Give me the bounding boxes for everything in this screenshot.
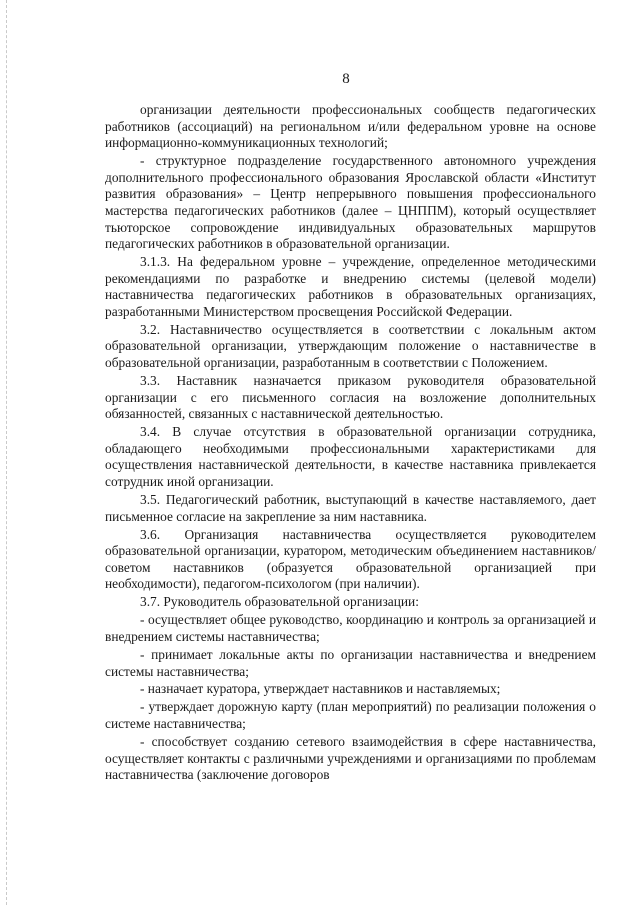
paragraph: организации деятельности профессиональных сообществ педагогических работников (ассоциаций) на региональном и/или федеральном уровне на основе информационно-коммуникационных технологий; xyxy=(105,102,596,151)
paragraph: - структурное подразделение государственного автономного учреждения дополнительного профессионального образования Ярославской области «Институт развития образования» – Центр непрерывного повышения профессионального мастерства педагогических работников (далее – ЦНППМ), который осуществляет тьюторское сопровождение индивидуальных образовательных маршрутов педагогических работников в образовательной организации. xyxy=(105,153,596,252)
page-number: 8 xyxy=(342,71,350,87)
list-item: - способствует созданию сетевого взаимодействия в сфере наставничества, осуществляет контакты с различными учреждениями и организациями по проблемам наставничества (заключение договоров xyxy=(105,734,596,783)
paragraph: 3.1.3. На федеральном уровне – учреждение, определенное методическими рекомендациями по разработке и внедрению системы (целевой модели) наставничества педагогических работников в образовательных организациях, разработанными Министерством просвещения Российской Федерации. xyxy=(105,254,596,319)
list-item: - осуществляет общее руководство, координацию и контроль за организацией и внедрением системы наставничества; xyxy=(105,612,596,644)
paragraph: 3.6. Организация наставничества осуществляется руководителем образовательной организации, куратором, методическим объединением наставников/ советом наставников (образуется образовательной организацией при необходимости), педагогом-психологом (при наличии). xyxy=(105,526,596,592)
paragraph: 3.2. Наставничество осуществляется в соответствии с локальным актом образовательной организации, утверждающим положение о наставничестве в образовательной организации, разработанным в соответствии с Положением. xyxy=(105,321,596,371)
paragraph: 3.7. Руководитель образовательной организации: xyxy=(140,594,419,610)
paragraph: 3.5. Педагогический работник, выступающий в качестве наставляемого, дает письменное согласие на закрепление за ним наставника. xyxy=(105,492,596,524)
paragraph: 3.3. Наставник назначается приказом руководителя образовательной организации с его письменного согласия на возложение дополнительных обязанностей, связанных с наставнической деятельностью. xyxy=(105,373,596,422)
paragraph: 3.4. В случае отсутствия в образовательной организации сотрудника, обладающего необходимыми профессиональными характеристиками для осуществления наставнической деятельности, в качестве наставника привлекается сотрудник иной организации. xyxy=(105,424,596,490)
list-item: - принимает локальные акты по организации наставничества и внедрением системы наставничества; xyxy=(105,646,596,679)
list-item: - назначает куратора, утверждает наставников и наставляемых; xyxy=(140,681,501,697)
list-item: - утверждает дорожную карту (план мероприятий) по реализации положения о системе наставничества; xyxy=(105,699,596,732)
document-body xyxy=(105,102,596,785)
